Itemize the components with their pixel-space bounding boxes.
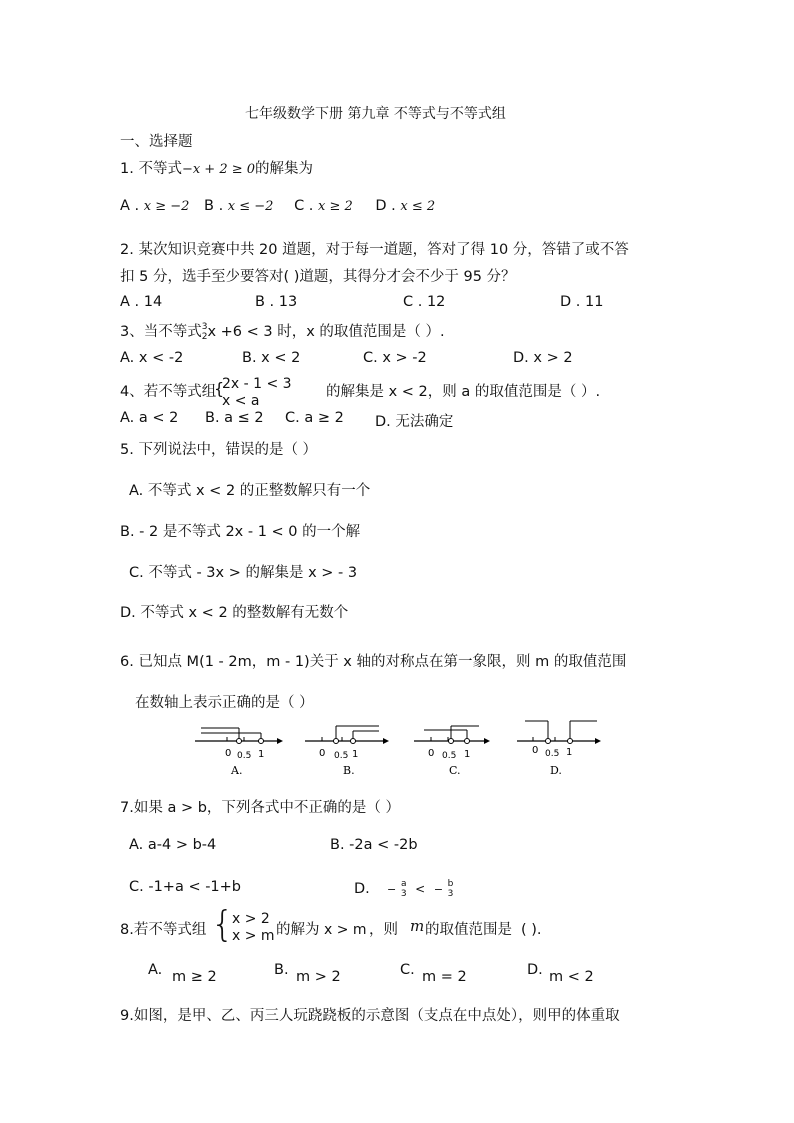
q2-option-d[interactable]: D . 11 (560, 294, 604, 310)
tick-label: 1 (566, 747, 573, 758)
system-row-2: x < a (222, 393, 260, 409)
fraction-numerator: a (400, 879, 407, 889)
system-row-2: x > m (232, 928, 275, 944)
section-heading: 一、选择题 (120, 134, 193, 150)
tick-label: 1 (464, 749, 471, 760)
q1-option-b[interactable] (204, 198, 273, 214)
q2-option-c[interactable]: C . 12 (403, 294, 446, 310)
q7-option-c[interactable]: C. -1+a < -1+b (129, 879, 242, 895)
number-line-figures (195, 716, 605, 782)
tick-label: 1 (352, 749, 359, 760)
fraction-numerator: b (447, 879, 454, 889)
q2-option-b[interactable]: B . 13 (255, 294, 298, 310)
number-line-d[interactable] (517, 721, 601, 777)
minus-sign: − (433, 883, 444, 896)
fraction-denominator: 2 (201, 332, 208, 342)
question-3-stem (120, 320, 445, 342)
q8-option-b[interactable]: m > 2 (296, 969, 341, 985)
q8-option-a[interactable]: m ≥ 2 (172, 969, 217, 985)
q4-option-d[interactable]: D. 无法确定 (375, 414, 454, 430)
page-title: 七年级数学下册 第九章 不等式与不等式组 (245, 106, 506, 122)
q8-variable: m (410, 917, 425, 935)
q1-option-a[interactable] (120, 198, 189, 214)
q1-option-d[interactable] (375, 198, 435, 214)
q2-option-a[interactable]: A . 14 (120, 294, 163, 310)
q8-option-a-label[interactable]: A. (148, 962, 163, 978)
q8-option-c[interactable]: m = 2 (422, 969, 467, 985)
q8-prefix: 8.若不等式组 (120, 922, 207, 938)
q8-solution: x > m (324, 922, 367, 938)
option-expr: x ≥ 2 (318, 199, 353, 214)
question-7-stem: 7.如果 a > b，下列各式中不正确的是（ ） (120, 800, 401, 816)
q8-system (232, 911, 275, 945)
q8-suffix: 的取值范围是 (425, 922, 512, 938)
option-label: B . (204, 198, 224, 214)
q4-prefix: 4、若不等式组 (120, 384, 217, 400)
q4-suffix: 的解集是 x < 2，则 a 的取值范围是（ ）. (326, 384, 601, 400)
option-expr: x ≤ 2 (400, 199, 436, 214)
tick-label: 0.5 (545, 749, 560, 759)
option-expr: x ≥ −2 (143, 199, 190, 214)
q4-option-a[interactable]: A. a < 2 (120, 410, 179, 426)
q4-option-b[interactable]: B. a ≤ 2 (205, 410, 264, 426)
caption-b: B. (343, 764, 355, 777)
q1-option-c[interactable] (294, 198, 353, 214)
option-label: C . (294, 198, 314, 214)
q3-option-a[interactable]: A. x < -2 (120, 350, 184, 366)
fraction-denominator: 3 (400, 889, 407, 899)
q1-expr: −x + 2 ≥ 0 (181, 162, 256, 177)
q8-answer-paren: ( ). (521, 922, 542, 938)
q8-comma: ，则 (369, 922, 398, 938)
q3-option-d[interactable]: D. x > 2 (513, 350, 573, 366)
tick-label: 0 (319, 748, 326, 759)
q3-option-b[interactable]: B. x < 2 (242, 350, 301, 366)
q8-option-d[interactable]: m < 2 (549, 969, 594, 985)
caption-d: D. (550, 764, 562, 777)
fraction-numerator: 3 (201, 322, 208, 332)
tick-label: 1 (258, 749, 265, 760)
option-label: D . (375, 198, 396, 214)
question-5-stem: 5. 下列说法中，错误的是（ ） (120, 442, 318, 458)
question-9-line-1: 9.如图，是甲、乙、丙三人玩跷跷板的示意图（支点在中点处），则甲的体重取 (120, 1008, 620, 1024)
number-line-c[interactable] (414, 726, 490, 777)
system-row-1: 2x - 1 < 3 (222, 376, 292, 392)
q5-option-b[interactable]: B. - 2 是不等式 2x - 1 < 0 的一个解 (120, 524, 361, 540)
q7-option-b[interactable]: B. -2a < -2b (330, 837, 418, 853)
q5-option-c[interactable]: C. 不等式 - 3x > 的解集是 x > - 3 (129, 565, 358, 581)
minus-sign: − (387, 883, 397, 896)
number-line-a[interactable] (195, 728, 283, 777)
q7-option-a[interactable]: A. a-4 > b-4 (129, 837, 217, 853)
question-2-line-1: 2. 某次知识竞赛中共 20 道题，对于每一道题，答对了得 10 分，答错了或不答 (120, 242, 629, 258)
q4-system (222, 376, 292, 410)
tick-label: 0 (428, 748, 435, 759)
number-line-b[interactable] (305, 726, 389, 777)
option-expr: x ≤ −2 (227, 199, 274, 214)
q3-middle: x +6 < 3 时，x 的取值范围是（ ）. (207, 324, 445, 340)
option-label: A . (120, 198, 140, 214)
q4-option-c[interactable]: C. a ≥ 2 (285, 410, 344, 426)
fraction-b-over-3 (448, 879, 454, 899)
question-2-line-2: 扣 5 分，选手至少要答对( )道题，其得分才会不少于 95 分？ (120, 269, 516, 285)
q1-prefix: 1. 不等式 (120, 161, 182, 177)
tick-label: 0 (532, 745, 539, 756)
fraction-denominator: 3 (447, 889, 454, 899)
question-6-line-2: 在数轴上表示正确的是（ ） (135, 695, 314, 711)
q5-option-a[interactable]: A. 不等式 x < 2 的正整数解只有一个 (129, 483, 371, 499)
q8-brace: { (211, 904, 234, 945)
system-row-1: x > 2 (232, 911, 270, 927)
question-1-stem (120, 157, 313, 178)
q8-option-d-label[interactable]: D. (527, 962, 543, 978)
q1-suffix: 的解集为 (255, 161, 314, 177)
q8-mid: 的解为 (276, 922, 320, 938)
caption-c: C. (449, 764, 461, 777)
question-6-line-1: 6. 已知点 M(1 - 2m，m - 1)关于 x 轴的对称点在第一象限，则 m 的取值范围 (120, 654, 627, 670)
tick-label: 0 (225, 748, 232, 759)
q4-brace: { (214, 379, 225, 398)
q7-option-d[interactable] (354, 879, 453, 899)
relation-sign: < (415, 882, 426, 896)
question-1-options (120, 198, 435, 214)
q3-prefix: 3、当不等式 (120, 324, 202, 340)
q8-option-b-label[interactable]: B. (274, 962, 289, 978)
tick-label: 0.5 (442, 751, 457, 761)
caption-a: A. (231, 764, 243, 777)
tick-label: 0.5 (334, 751, 349, 761)
fraction-a-over-3 (401, 879, 407, 899)
q5-option-d[interactable]: D. 不等式 x < 2 的整数解有无数个 (120, 605, 349, 621)
q3-option-c[interactable]: C. x > -2 (363, 350, 427, 366)
q8-option-c-label[interactable]: C. (400, 962, 415, 978)
tick-label: 0.5 (237, 751, 252, 761)
option-label: D. (354, 881, 370, 897)
